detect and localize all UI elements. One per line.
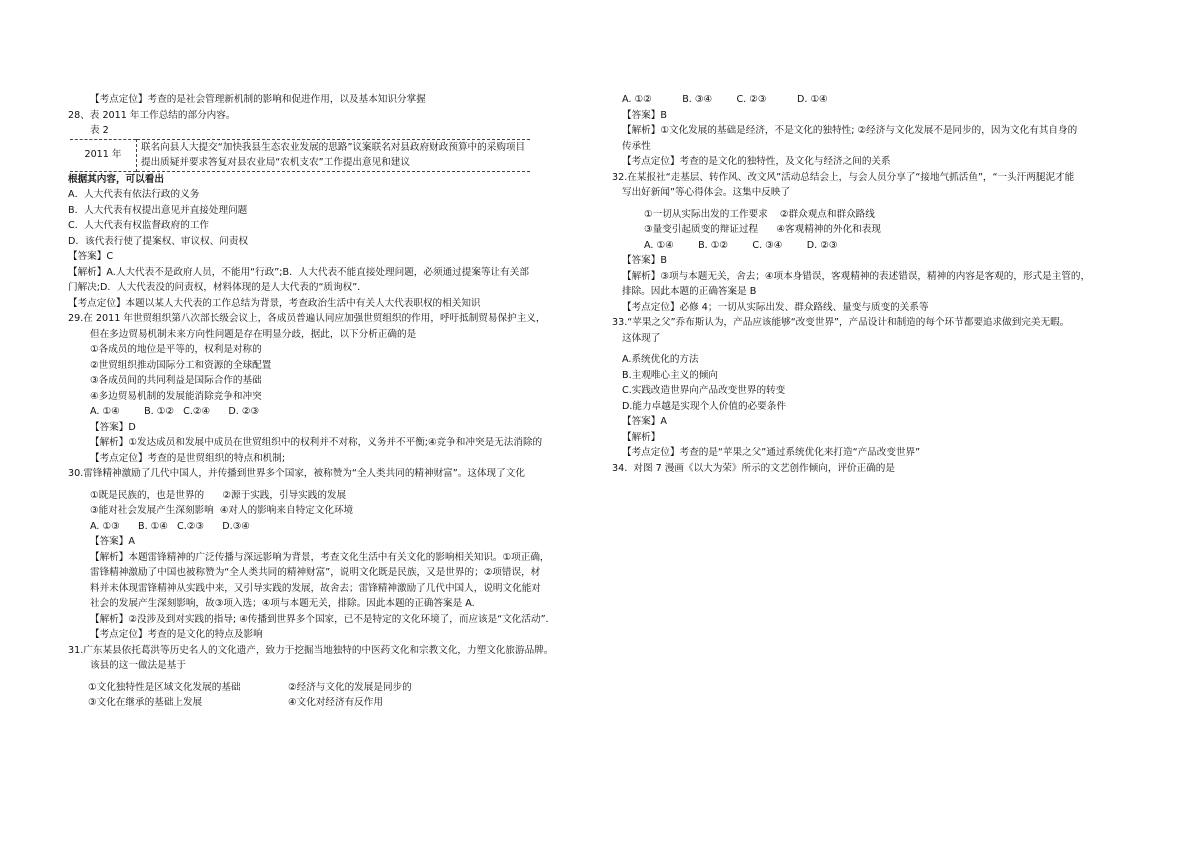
statement-2: ②经济与文化的发展是同步的 [288, 681, 412, 693]
choice-line: A. ①③ B. ①④ C.②③ D.③④ [90, 520, 250, 532]
question-31-stem: 31.广东某县依托葛洪等历史名人的文化遗产，致力于挖掘当地独特的中医药文化和宗教文化，力塑文化旅游品牌。 [68, 644, 554, 656]
question-34-stem: 34. 对图 7 漫画《以大为荣》所示的文艺创作倾向，评价正确的是 [612, 462, 895, 474]
analysis: 【解析】②没涉及到对实践的指导; ④传播到世界多个国家，已不是特定的文化环境了，而应该是“文化活动”. [90, 613, 549, 625]
topic-location: 【考点定位】考查的是文化的特点及影响 [90, 629, 263, 640]
table-caption: 表 2 [90, 125, 109, 136]
analysis-cont: 排除。因此本题的正确答案是 B [622, 286, 757, 297]
option-c: C.实践改造世界向产品改变世界的转变 [622, 385, 786, 396]
topic-location: 【考点定位】考查的是“苹果之父”通过系统优化来打造“产品改变世界” [622, 447, 921, 458]
question-32-stem: 32.在某报社“走基层、转作风、改文风”活动总结会上，与会人员分享了“接地气抓活鱼”，“一头汗两腿泥才能 [612, 171, 1075, 183]
question-31-stem-cont: 该县的这一做法是基于 [90, 660, 186, 671]
statement-grid [68, 680, 596, 711]
option-a: A．人大代表有依法行政的义务 [68, 189, 200, 200]
text-line: 根据其内容，可以看出 [68, 173, 164, 185]
option-d: D．该代表行使了提案权、审议权、问责权 [68, 235, 249, 247]
table-2 [70, 139, 530, 172]
option-a: A.系统优化的方法 [622, 354, 699, 365]
answer: 【答案】B [622, 109, 667, 121]
analysis: 【解析】A.人大代表不是政府人员，不能用“行政”;B．人大代表不能直接处理问题，必须通过提案等让有关部 [68, 266, 529, 278]
analysis: 【解析】本题雷锋精神的广泛传播与深远影响为背景，考查文化生活中有关文化的影响相关知识。①项正确， [90, 551, 550, 563]
option-b: B．人大代表有权提出意见并直接处理问题 [68, 204, 248, 216]
question-29-stem-cont: 但在多边贸易机制未来方向性问题是存在明显分歧，据此，以下分析正确的是 [90, 328, 417, 340]
answer: 【答案】A [90, 536, 135, 547]
answer: 【答案】D [90, 421, 136, 433]
table-row [70, 139, 530, 171]
choice-line: A. ①④ B. ①② C. ③④ D. ②③ [644, 239, 838, 251]
topic-location: 【考点定位】考查的是世贸组织的特点和机制; [90, 452, 286, 464]
question-29-stem: 29.在 2011 年世贸组织第八次部长级会议上，各成员普遍认同应加强世贸组织的作用，呼吁抵制贸易保护主义， [68, 313, 546, 324]
answer: 【答案】A [622, 416, 667, 427]
right-column [612, 92, 1130, 476]
analysis: 【解析】 [622, 431, 661, 443]
option-d: D.能力卓越是实现个人价值的必要条件 [622, 400, 786, 412]
statement-1: ①文化独特性是区域文化发展的基础 [88, 681, 241, 693]
analysis-cont: 料并未体现雷锋精神从实践中来，又引导实践的发展，故舍去；雷锋精神激励了几代中国人，说明文化能对 [90, 582, 541, 594]
analysis: 【解析】①发达成员和发展中成员在世贸组织中的权利并不对称，义务并不平衡;④竞争和冲突是无法消除的 [90, 437, 543, 448]
question-30-stem: 30.雷锋精神激励了几代中国人，并传播到世界多个国家，被称赞为“全人类共同的精神财富”。这体现了文化 [68, 468, 525, 479]
answer: 【答案】C [68, 251, 114, 262]
topic-location: 【考点定位】考查的是文化的独特性，及文化与经济之间的关系 [622, 156, 891, 167]
statement-line: ③能对社会发展产生深刻影响 ④对人的影响来自特定文化环境 [90, 505, 354, 516]
topic-location: 【考点定位】本题以某人大代表的工作总结为背景，考查政治生活中有关人大代表职权的相关知识 [68, 297, 481, 309]
statement-3: ③文化在继承的基础上发展 [88, 697, 203, 708]
analysis: 【解析】①文化发展的基础是经济，不是文化的独特性; ②经济与文化发展不是同步的，因为文化有其自身的 [622, 125, 1078, 136]
analysis-cont: 雷锋精神激励了中国也被称赞为“全人类共同的精神财富”，说明文化既是民族，又是世界的；②项错误，材 [90, 567, 541, 578]
analysis: 【解析】③项与本题无关，舍去；④项本身错误，客观精神的表述错误，精神的内容是客观的，形式是主管的， [622, 270, 1091, 282]
answer: 【答案】B [622, 255, 667, 266]
choice-line: A. ①② B. ③④ C. ②③ D. ①④ [622, 94, 828, 105]
statement-1: ①各成员的地位是平等的，权利是对称的 [90, 344, 262, 355]
statement-3: ③各成员间的共同利益是国际合作的基础 [90, 375, 262, 386]
topic-location: 【考点定位】必修 4；一切从实际出发、群众路线、量变与质变的关系等 [622, 301, 929, 313]
text-line: 【考点定位】考查的是社会管理新机制的影响和促进作用，以及基本知识分掌握 [90, 94, 426, 105]
analysis-cont: 社会的发展产生深刻影响，故③项入选；④项与本题无关，排除。因此本题的正确答案是 A. [90, 598, 475, 609]
statement-line: ①既是民族的，也是世界的 ②源于实践，引导实践的发展 [90, 489, 347, 501]
statement-4: ④文化对经济有反作用 [288, 697, 383, 708]
option-c: C．人大代表有权监督政府的工作 [68, 220, 210, 231]
statement-4: ④多边贸易机制的发展能消除竞争和冲突 [90, 390, 262, 402]
analysis-cont: 传承性 [622, 140, 651, 152]
option-b: B.主观唯心主义的倾向 [622, 369, 718, 381]
analysis-cont: 门解决;D．人大代表没的问责权，材料体现的是人大代表的“质询权”． [68, 282, 367, 293]
question-28-stem: 28、表 2011 年工作总结的部分内容。 [68, 109, 236, 121]
statement-line: ③量变引起质变的辩证过程 ④客观精神的外化和表现 [644, 224, 881, 235]
question-33-stem-cont: 这体现了 [622, 332, 661, 344]
left-column [68, 92, 596, 711]
statement-2: ②世贸组织推动国际分工和资源的全球配置 [90, 359, 272, 371]
question-33-stem: 33.“苹果之父”乔布斯认为，产品应该能够“改变世界”，产品设计和制造的每个环节都要追求做到完美无暇。 [612, 317, 1070, 328]
table-cell-content: 联名向县人大提交“加快我县生态农业发展的思路”议案联名对县政府财政预算中的采购项目提出质疑并要求答复对县农业局“农机支农”工作提出意见和建议 [141, 141, 526, 168]
statement-line: ①一切从实际出发的工作要求 ②群众观点和群众路线 [644, 208, 875, 220]
choice-line: A. ①④ B. ①② C.②④ D. ②③ [90, 406, 260, 417]
question-32-stem-cont: 写出好新闻”等心得体会。这集中反映了 [622, 187, 791, 198]
table-cell-year: 2011 年 [70, 139, 137, 171]
